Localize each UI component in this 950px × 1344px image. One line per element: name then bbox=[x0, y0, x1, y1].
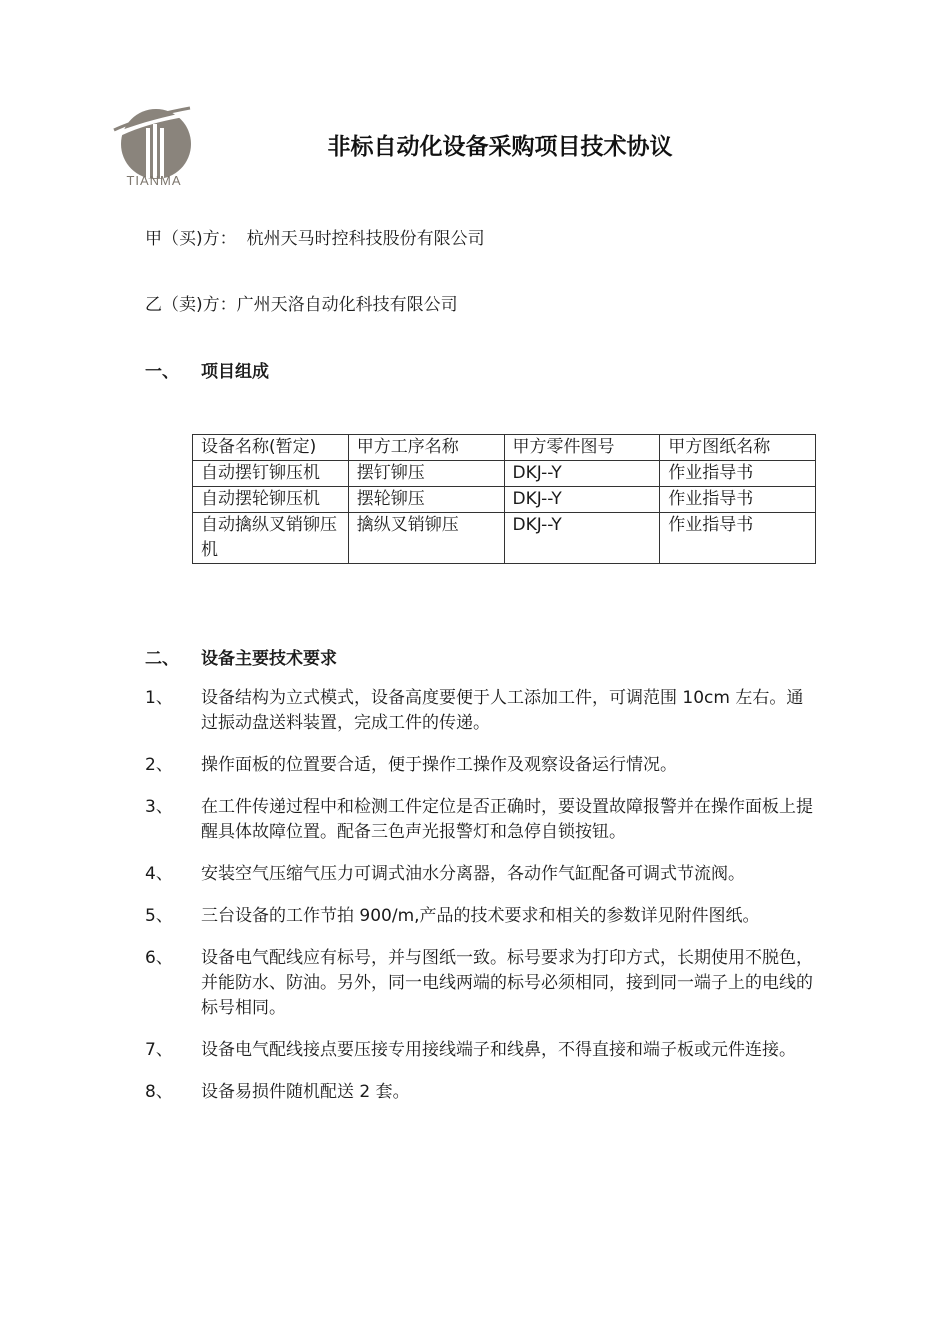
table-cell: 擒纵叉销铆压 bbox=[348, 513, 504, 564]
table-cell: DKJ--Y bbox=[504, 487, 660, 513]
list-text: 设备电气配线接点要压接专用接线端子和线鼻，不得直接和端子板或元件连接。 bbox=[201, 1040, 796, 1060]
section-title: 项目组成 bbox=[201, 362, 269, 382]
list-item bbox=[145, 946, 815, 1021]
table-cell: DKJ--Y bbox=[504, 461, 660, 487]
party-a bbox=[145, 224, 485, 249]
table-cell: 作业指导书 bbox=[660, 487, 816, 513]
party-b bbox=[145, 290, 458, 315]
party-a-value: 杭州天马时控科技股份有限公司 bbox=[246, 229, 485, 249]
table-row bbox=[193, 513, 816, 564]
section-technical-requirements bbox=[145, 644, 337, 669]
list-item bbox=[145, 795, 815, 845]
list-text: 设备易损件随机配送 2 套。 bbox=[201, 1082, 410, 1102]
party-b-label: 乙（卖)方： bbox=[145, 295, 237, 315]
table-header-cell: 甲方工序名称 bbox=[348, 435, 504, 461]
list-number: 4、 bbox=[145, 864, 173, 884]
list-text: 安装空气压缩气压力可调式油水分离器，各动作气缸配备可调式节流阀。 bbox=[201, 864, 745, 884]
party-a-label: 甲（买)方： bbox=[145, 229, 237, 249]
table-header-cell: 甲方图纸名称 bbox=[660, 435, 816, 461]
list-item bbox=[145, 1038, 815, 1063]
list-number: 6、 bbox=[145, 948, 173, 968]
list-text: 三台设备的工作节拍 900/m,产品的技术要求和相关的参数详见附件图纸。 bbox=[201, 906, 760, 926]
list-item bbox=[145, 904, 815, 929]
table-cell: 摆钉铆压 bbox=[348, 461, 504, 487]
list-number: 1、 bbox=[145, 688, 173, 708]
list-number: 8、 bbox=[145, 1082, 173, 1102]
party-b-value: 广州天洛自动化科技有限公司 bbox=[236, 295, 458, 315]
section-project-composition bbox=[145, 357, 269, 382]
list-item bbox=[145, 1080, 815, 1105]
list-number: 3、 bbox=[145, 797, 173, 817]
table-cell: 作业指导书 bbox=[660, 513, 816, 564]
list-text: 设备结构为立式模式，设备高度要便于人工添加工件，可调范围 10cm 左右。通过振动盘送料装置，完成工件的传递。 bbox=[201, 688, 804, 733]
table-cell: DKJ--Y bbox=[504, 513, 660, 564]
table-cell: 自动摆轮铆压机 bbox=[193, 487, 349, 513]
list-number: 2、 bbox=[145, 755, 173, 775]
table-header-cell: 设备名称(暂定) bbox=[193, 435, 349, 461]
table-row bbox=[193, 487, 816, 513]
list-text: 在工件传递过程中和检测工件定位是否正确时，要设置故障报警并在操作面板上提醒具体故障位置。配备三色声光报警灯和急停自锁按钮。 bbox=[201, 797, 813, 842]
list-text: 操作面板的位置要合适，便于操作工操作及观察设备运行情况。 bbox=[201, 755, 677, 775]
list-text: 设备电气配线应有标号，并与图纸一致。标号要求为打印方式，长期使用不脱色，并能防水、防油。另外，同一电线两端的标号必须相同，接到同一端子上的电线的标号相同。 bbox=[201, 948, 813, 1018]
table-header-row bbox=[193, 435, 816, 461]
requirements-list bbox=[145, 686, 815, 1122]
table-cell: 摆轮铆压 bbox=[348, 487, 504, 513]
document-title: 非标自动化设备采购项目技术协议 bbox=[327, 134, 673, 160]
table-header-cell: 甲方零件图号 bbox=[504, 435, 660, 461]
table-row bbox=[193, 461, 816, 487]
logo-text: TIANMA bbox=[126, 173, 182, 188]
table-cell: 作业指导书 bbox=[660, 461, 816, 487]
section-number: 一、 bbox=[145, 362, 179, 382]
list-item bbox=[145, 686, 815, 736]
table-cell: 自动擒纵叉销铆压机 bbox=[193, 513, 349, 564]
table-cell: 自动摆钉铆压机 bbox=[193, 461, 349, 487]
section-title: 设备主要技术要求 bbox=[201, 649, 337, 669]
list-number: 7、 bbox=[145, 1040, 173, 1060]
list-item bbox=[145, 862, 815, 887]
list-number: 5、 bbox=[145, 906, 173, 926]
list-item bbox=[145, 753, 815, 778]
project-table bbox=[192, 434, 816, 564]
section-number: 二、 bbox=[145, 649, 179, 669]
